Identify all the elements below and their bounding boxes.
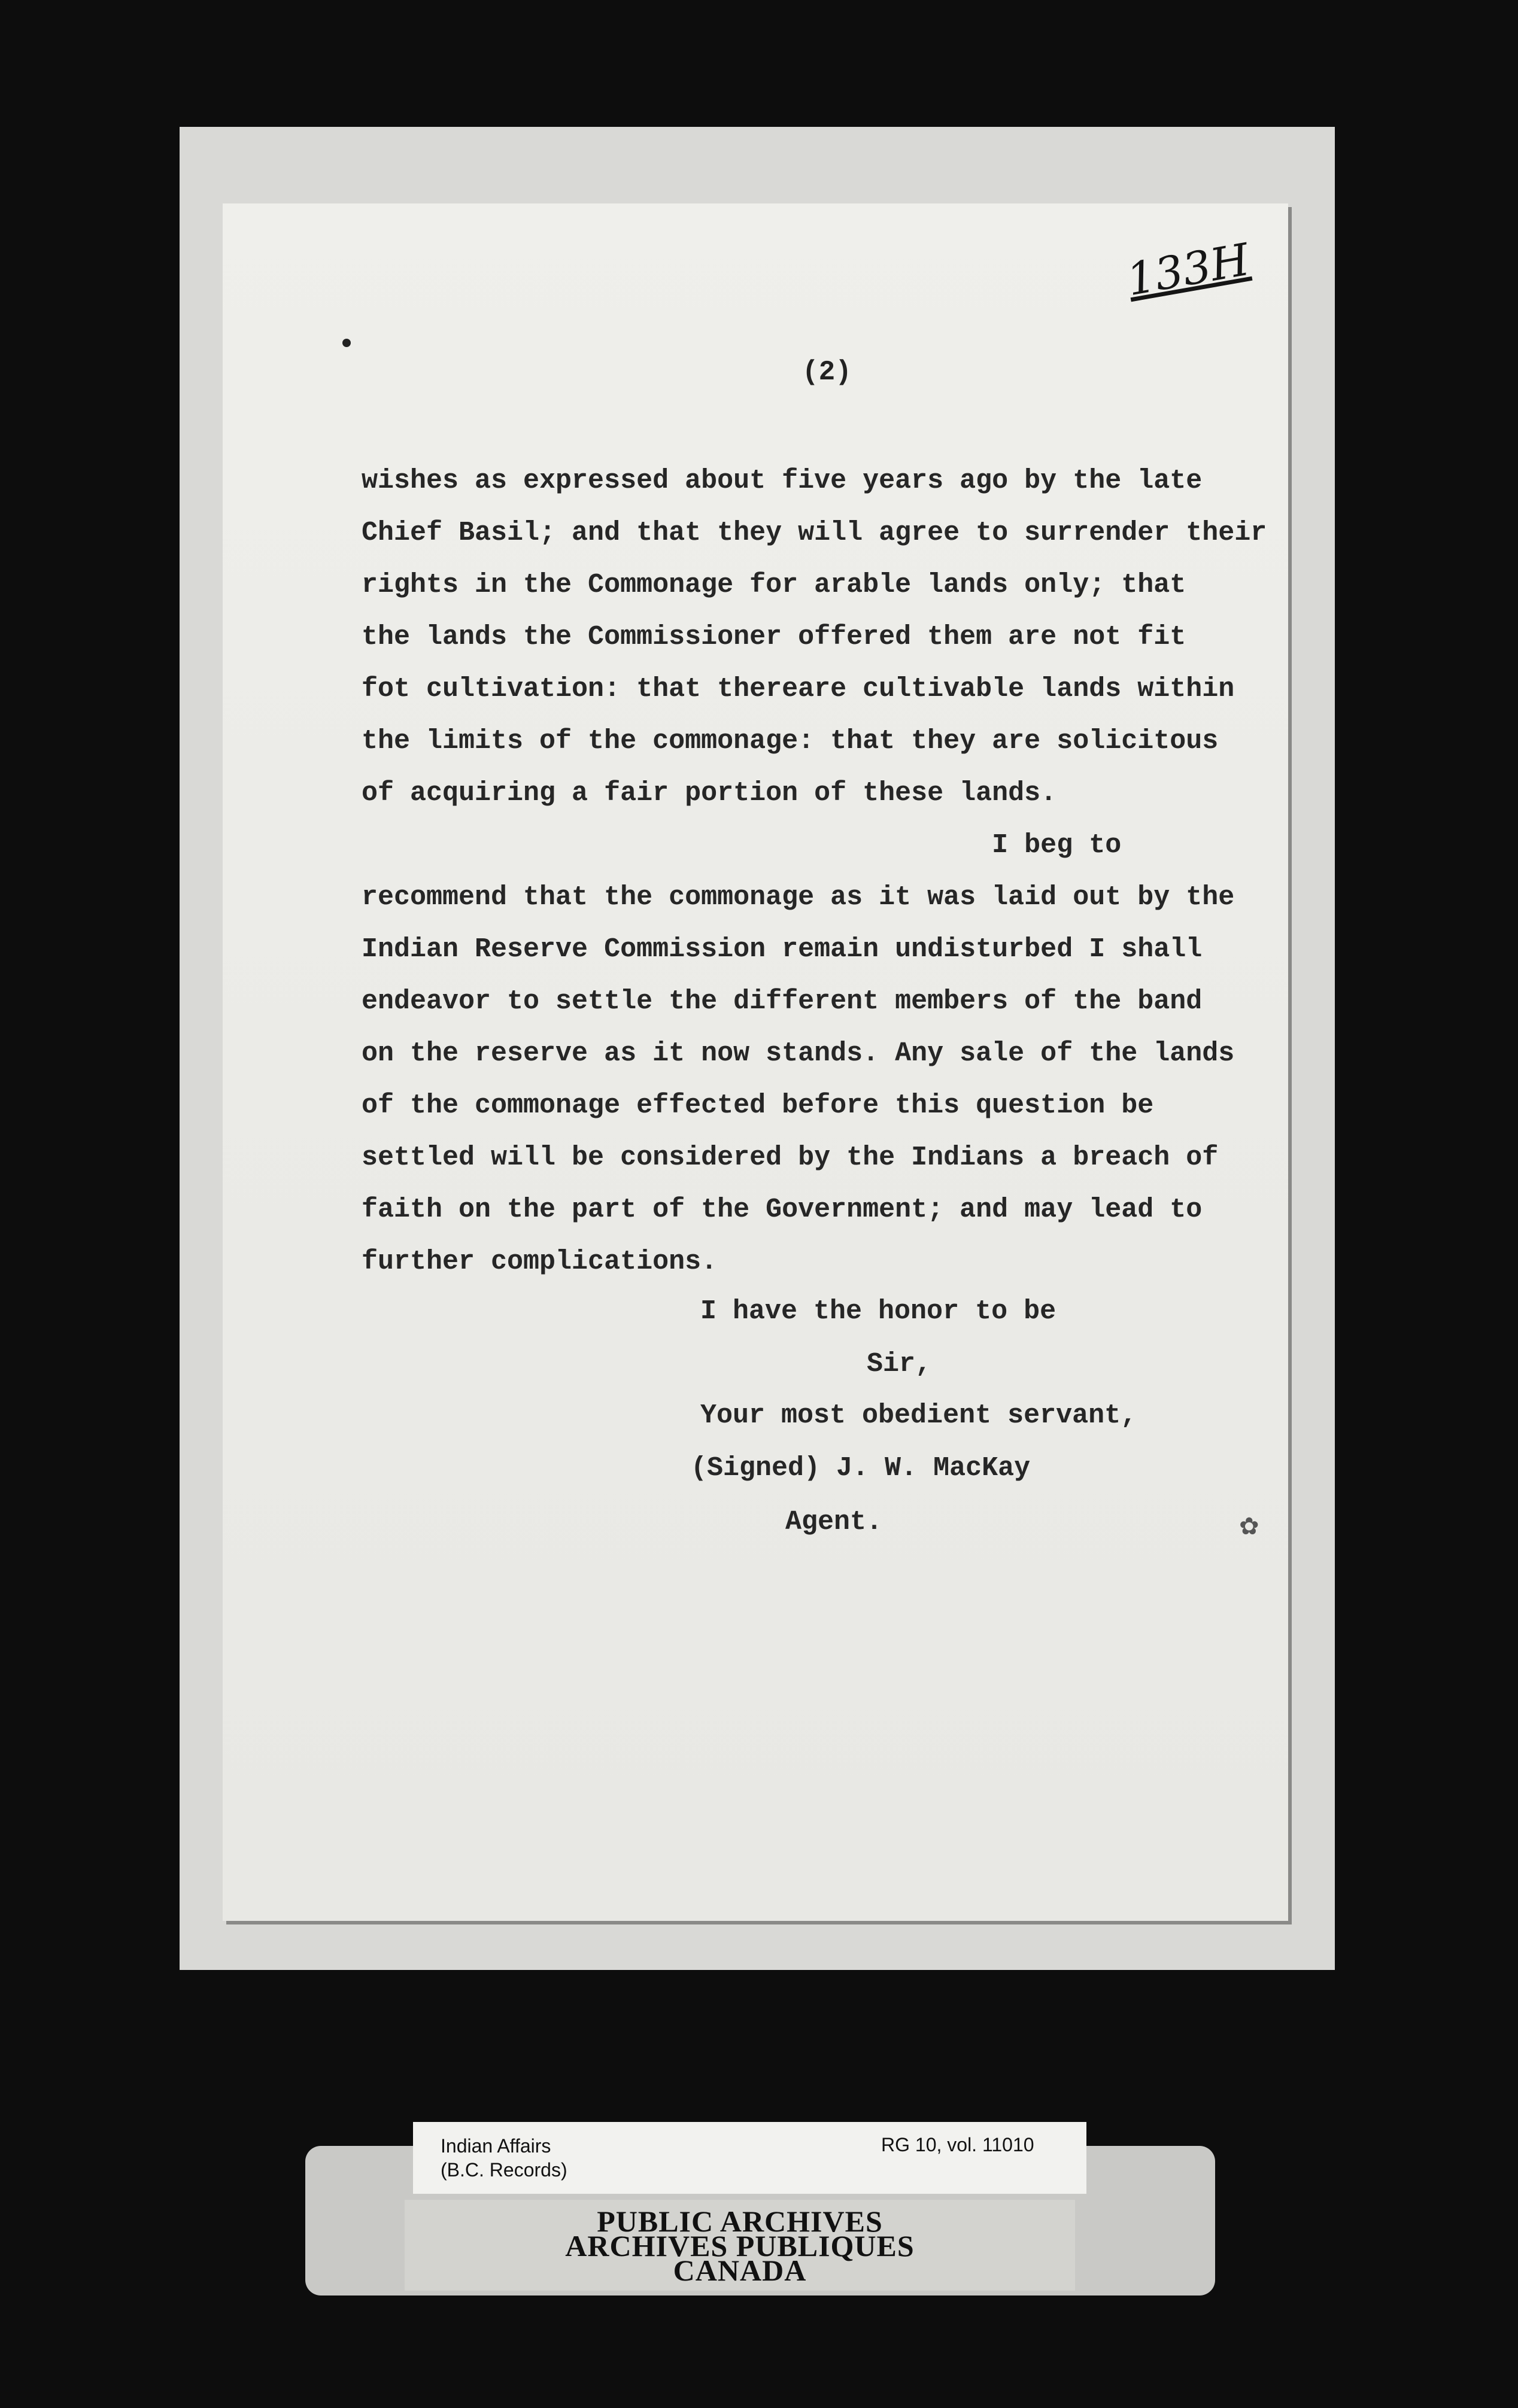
- closing-honor: I have the honor to be: [700, 1296, 1056, 1327]
- fonds-line: (B.C. Records): [441, 2159, 567, 2181]
- signature-line: (Signed) J. W. MacKay: [691, 1453, 1031, 1483]
- letter-line: endeavor to settle the different members of the band: [362, 986, 1203, 1017]
- letter-line: rights in the Commonage for arable lands only; that: [362, 570, 1186, 600]
- flower-mark-icon: ✿: [1239, 1513, 1259, 1540]
- letter-line: faith on the part of the Government; and may lead to: [362, 1194, 1203, 1225]
- letter-line: Chief Basil; and that they will agree to surrender their: [362, 518, 1267, 548]
- letter-line: of acquiring a fair portion of these lands.: [362, 778, 1057, 808]
- letter-line: I beg to: [362, 830, 1122, 861]
- folio-number: 133H: [1123, 233, 1253, 306]
- page-number: (2): [802, 357, 852, 388]
- archive-reference: RG 10, vol. 11010: [881, 2134, 1034, 2155]
- letter-line: further complications.: [362, 1246, 718, 1277]
- letter-line: recommend that the commonage as it was laid out by the: [362, 882, 1235, 913]
- letter-line: the limits of the commonage: that they are solicitous: [362, 726, 1219, 756]
- archive-stamp: [405, 2205, 1075, 2287]
- letter-line: fot cultivation: that thereare cultivable lands within: [362, 674, 1235, 704]
- stamp-line: CANADA: [673, 2254, 807, 2287]
- letter-line: on the reserve as it now stands. Any sale of the lands: [362, 1038, 1235, 1069]
- closing-servant: Your most obedient servant,: [700, 1400, 1137, 1431]
- fonds-line: Indian Affairs: [441, 2135, 551, 2157]
- letter-line: settled will be considered by the Indians a breach of: [362, 1142, 1219, 1173]
- letter-line: wishes as expressed about five years ago by the late: [362, 466, 1203, 496]
- stamp-line: ARCHIVES PUBLIQUES: [565, 2229, 915, 2263]
- fonds-name: [441, 2134, 567, 2182]
- letter-line: Indian Reserve Commission remain undisturbed I shall: [362, 934, 1203, 965]
- letter-body: [362, 455, 1295, 1288]
- signatory-title: Agent.: [785, 1507, 883, 1537]
- stamp-line: PUBLIC ARCHIVES: [597, 2205, 883, 2238]
- ink-dot-mark: [342, 339, 351, 347]
- letter-line: of the commonage effected before this question be: [362, 1090, 1154, 1121]
- letter-line: the lands the Commissioner offered them are not fit: [362, 622, 1186, 652]
- closing-salutation: Sir,: [867, 1349, 932, 1379]
